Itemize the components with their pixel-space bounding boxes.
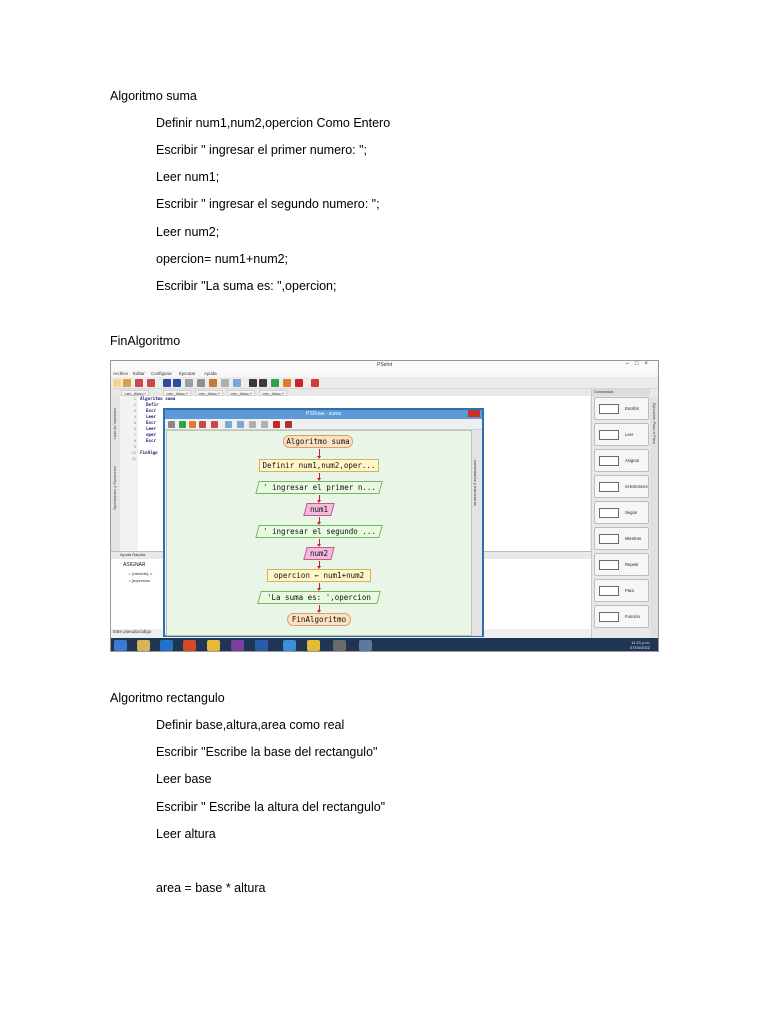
- menu-ejecutar[interactable]: Ejecutar: [179, 371, 196, 376]
- save-icon[interactable]: [135, 379, 143, 387]
- quick-help-item: • {variable}: c: [129, 571, 153, 576]
- flow-end[interactable]: FinAlgoritmo: [287, 613, 351, 626]
- flow-arrow: [319, 539, 320, 545]
- line-number: 10: [131, 450, 136, 455]
- cmd-mientras-button[interactable]: [594, 527, 649, 550]
- cmd-segun-button[interactable]: [594, 501, 649, 524]
- cut-icon[interactable]: [185, 379, 193, 387]
- paste-icon[interactable]: [209, 379, 217, 387]
- step-execution-label: Ejecución Paso a Paso: [652, 403, 657, 445]
- flow-leer-1[interactable]: num1: [303, 503, 334, 516]
- find-next-icon[interactable]: [259, 379, 267, 387]
- code-line: opercion= num1+num2;: [156, 252, 289, 266]
- flowchart-icon[interactable]: [295, 379, 303, 387]
- flow-arrow: [319, 561, 320, 567]
- code-line: Definir num1,num2,opercion Como Entero: [156, 116, 391, 130]
- pseint-icon[interactable]: [359, 640, 372, 651]
- style-icon[interactable]: [261, 421, 268, 428]
- algorithm-heading: Algoritmo rectangulo: [110, 691, 225, 705]
- cmd-label: Escribir: [625, 406, 639, 411]
- tab-file-3[interactable]: <sin_titulo>*: [195, 390, 223, 396]
- taskbar: [111, 638, 658, 652]
- line-number: 5: [133, 420, 136, 425]
- left-sidebar: [111, 396, 120, 574]
- commands-panel: [591, 389, 659, 638]
- flow-escribir-1[interactable]: ' ingresar el primer n...: [255, 481, 382, 494]
- start-icon[interactable]: [114, 640, 127, 651]
- while-shape-icon: [599, 534, 619, 544]
- cmd-label: Para: [625, 588, 634, 593]
- menu-bar: [111, 370, 658, 377]
- app-title: PSeInt: [376, 362, 392, 368]
- line-number: 1: [133, 396, 136, 401]
- line-number: 11: [131, 456, 136, 461]
- cmd-leer-button[interactable]: [594, 423, 649, 446]
- fit-icon[interactable]: [237, 421, 244, 428]
- tab-file-5[interactable]: <sin_titulo>*: [259, 390, 287, 396]
- tab-file-2[interactable]: <sin_titulo>*: [163, 390, 191, 396]
- cmd-si-entonces-button[interactable]: [594, 475, 649, 498]
- variables-tab[interactable]: Lista de Variables: [112, 408, 117, 440]
- cmd-asignar-button[interactable]: [594, 449, 649, 472]
- flow-escribir-3[interactable]: 'La suma es: ',opercion: [257, 591, 380, 604]
- quick-help-item: • {expresion: [129, 578, 151, 583]
- pseint-screenshot: [110, 360, 659, 652]
- run-icon[interactable]: [179, 421, 186, 428]
- redo-icon[interactable]: [173, 379, 181, 387]
- psdraw-titlebar: [165, 410, 482, 419]
- flow-arrow: [319, 583, 320, 589]
- commands-header: Comandos: [592, 389, 650, 396]
- menu-ayuda[interactable]: Ayuda: [204, 371, 217, 376]
- line-number: 2: [133, 402, 136, 407]
- assign-shape-icon: [599, 456, 619, 466]
- window-controls[interactable]: –□×: [625, 361, 654, 367]
- line-number: 8: [133, 438, 136, 443]
- close-diagram-icon[interactable]: [285, 421, 292, 428]
- function-shape-icon: [599, 612, 619, 622]
- for-shape-icon: [599, 586, 619, 596]
- code-line: Escribir " Escribe la altura del rectangulo": [156, 800, 386, 814]
- flag-icon[interactable]: [273, 421, 280, 428]
- code-line: Leer num1;: [156, 170, 220, 184]
- main-toolbar: [111, 377, 658, 389]
- outlook-icon[interactable]: [160, 640, 173, 651]
- line-number: 4: [133, 414, 136, 419]
- cmd-label: Según: [625, 510, 638, 515]
- indent-icon[interactable]: [221, 379, 229, 387]
- code-line: Escr: [146, 438, 157, 443]
- onenote-icon[interactable]: [231, 640, 244, 651]
- code-line: Escr: [146, 420, 157, 425]
- clock-time: 11:21 p.m.: [631, 640, 650, 645]
- cmd-label: Mientras: [625, 536, 642, 541]
- quick-help-title: ASIGNAR: [123, 562, 146, 568]
- binoculars-icon[interactable]: [249, 379, 257, 387]
- line-number: 7: [133, 432, 136, 437]
- flow-arrow: [319, 449, 320, 457]
- cmd-label: Si-Entonces: [625, 484, 648, 489]
- chrome-icon-2[interactable]: [307, 640, 320, 651]
- cmd-para-button[interactable]: [594, 579, 649, 602]
- undo-icon[interactable]: [163, 379, 171, 387]
- psdraw-window: [163, 408, 484, 637]
- tab-file-1[interactable]: <sin_titulo>*: [121, 390, 149, 396]
- flow-leer-2[interactable]: num2: [303, 547, 334, 560]
- tab-bar: [111, 389, 591, 396]
- print-icon[interactable]: [211, 421, 218, 428]
- code-line: Escribir " ingresar el primer numero: ";: [156, 143, 368, 157]
- flow-arrow: [319, 517, 320, 523]
- line-number: 3: [133, 408, 136, 413]
- step-icon[interactable]: [283, 379, 291, 387]
- menu-editar[interactable]: Editar: [133, 371, 145, 376]
- code-line: FinAlgo: [140, 450, 158, 455]
- cmd-repetir-button[interactable]: [594, 553, 649, 576]
- input-shape-icon: [599, 430, 619, 440]
- flow-arrow: [319, 473, 320, 479]
- code-line: Leer: [146, 414, 157, 419]
- code-line: Escribir " ingresar el segundo numero: ";: [156, 197, 380, 211]
- cmd-label: Repetir: [625, 562, 639, 567]
- psdraw-title: PSDraw - suma: [305, 411, 341, 417]
- cmd-escribir-button[interactable]: [594, 397, 649, 420]
- line-number: 9: [133, 444, 136, 449]
- code-line: Algoritmo suma: [140, 396, 176, 401]
- save-as-icon[interactable]: [147, 379, 155, 387]
- new-file-icon[interactable]: [113, 379, 121, 387]
- code-line: Leer num2;: [156, 225, 220, 239]
- powerpoint-icon[interactable]: [183, 640, 196, 651]
- decision-shape-icon: [599, 482, 619, 492]
- chrome-icon[interactable]: [207, 640, 220, 651]
- psdraw-sidebar[interactable]: [472, 430, 482, 636]
- clock-date: 07/04/2022: [629, 645, 650, 650]
- app-icon[interactable]: [333, 640, 346, 651]
- line-number: 6: [133, 426, 136, 431]
- find-icon[interactable]: [233, 379, 241, 387]
- step-icon[interactable]: [189, 421, 196, 428]
- copy-icon[interactable]: [197, 379, 205, 387]
- menu-configurar[interactable]: Configurar: [151, 371, 173, 376]
- repeat-shape-icon: [599, 560, 619, 570]
- line-gutter: [120, 396, 138, 574]
- operators-tab[interactable]: Operadores y Funciones: [112, 466, 117, 510]
- flow-definir[interactable]: Definir num1,num2,oper...: [259, 459, 379, 472]
- zoom-icon[interactable]: [225, 421, 232, 428]
- code-line: Escribir "La suma es: ",opercion;: [156, 279, 337, 293]
- open-icon[interactable]: [123, 379, 131, 387]
- app-titlebar: [111, 361, 658, 370]
- code-line: Escribir "Escribe la base del rectangulo": [156, 745, 378, 759]
- flowchart-canvas[interactable]: [166, 430, 472, 636]
- flow-asignar[interactable]: opercion ← num1+num2: [267, 569, 371, 582]
- code-line: oper: [146, 432, 157, 437]
- tab-file-4[interactable]: <sin_titulo>*: [227, 390, 255, 396]
- explorer-icon[interactable]: [137, 640, 150, 651]
- code-line: Leer altura: [156, 827, 216, 841]
- cmd-label: Función: [625, 614, 640, 619]
- code-line: Escr: [146, 408, 157, 413]
- cmd-label: Asignar: [625, 458, 640, 463]
- quick-help-header: Ayuda Rápida: [111, 552, 591, 559]
- code-line: Leer base: [156, 772, 212, 786]
- help-icon[interactable]: [311, 379, 319, 387]
- system-tray: [630, 640, 650, 650]
- flow-escribir-2[interactable]: ' ingresar el segundo ...: [255, 525, 382, 538]
- switch-shape-icon: [599, 508, 619, 518]
- code-line: Defir: [146, 402, 159, 407]
- code-line: Definir base,altura,area como real: [156, 718, 345, 732]
- step-execution-tab[interactable]: [650, 397, 659, 637]
- psdraw-side-label: comentarios y estructuras: [473, 460, 478, 506]
- close-icon[interactable]: [468, 410, 480, 417]
- sub-icon[interactable]: [168, 421, 175, 428]
- run-icon[interactable]: [271, 379, 279, 387]
- psdraw-toolbar: [165, 419, 482, 430]
- edge-icon[interactable]: [283, 640, 296, 651]
- flow-arrow: [319, 495, 320, 501]
- output-shape-icon: [599, 404, 619, 414]
- code-line: area = base * altura: [156, 881, 266, 895]
- menu-archivo[interactable]: Archivo: [113, 371, 129, 376]
- status-bar: Este pseudocódigo: [111, 629, 658, 638]
- comment-icon[interactable]: [249, 421, 256, 428]
- save-icon[interactable]: [199, 421, 206, 428]
- code-line: Leer: [146, 426, 157, 431]
- flow-start[interactable]: Algoritmo suma: [283, 435, 353, 448]
- cmd-funcion-button[interactable]: [594, 605, 649, 628]
- algorithm-end: FinAlgoritmo: [110, 334, 181, 348]
- word-icon[interactable]: [255, 640, 268, 651]
- cmd-label: Leer: [625, 432, 634, 437]
- flow-arrow: [319, 605, 320, 611]
- algorithm-heading: Algoritmo suma: [110, 89, 197, 103]
